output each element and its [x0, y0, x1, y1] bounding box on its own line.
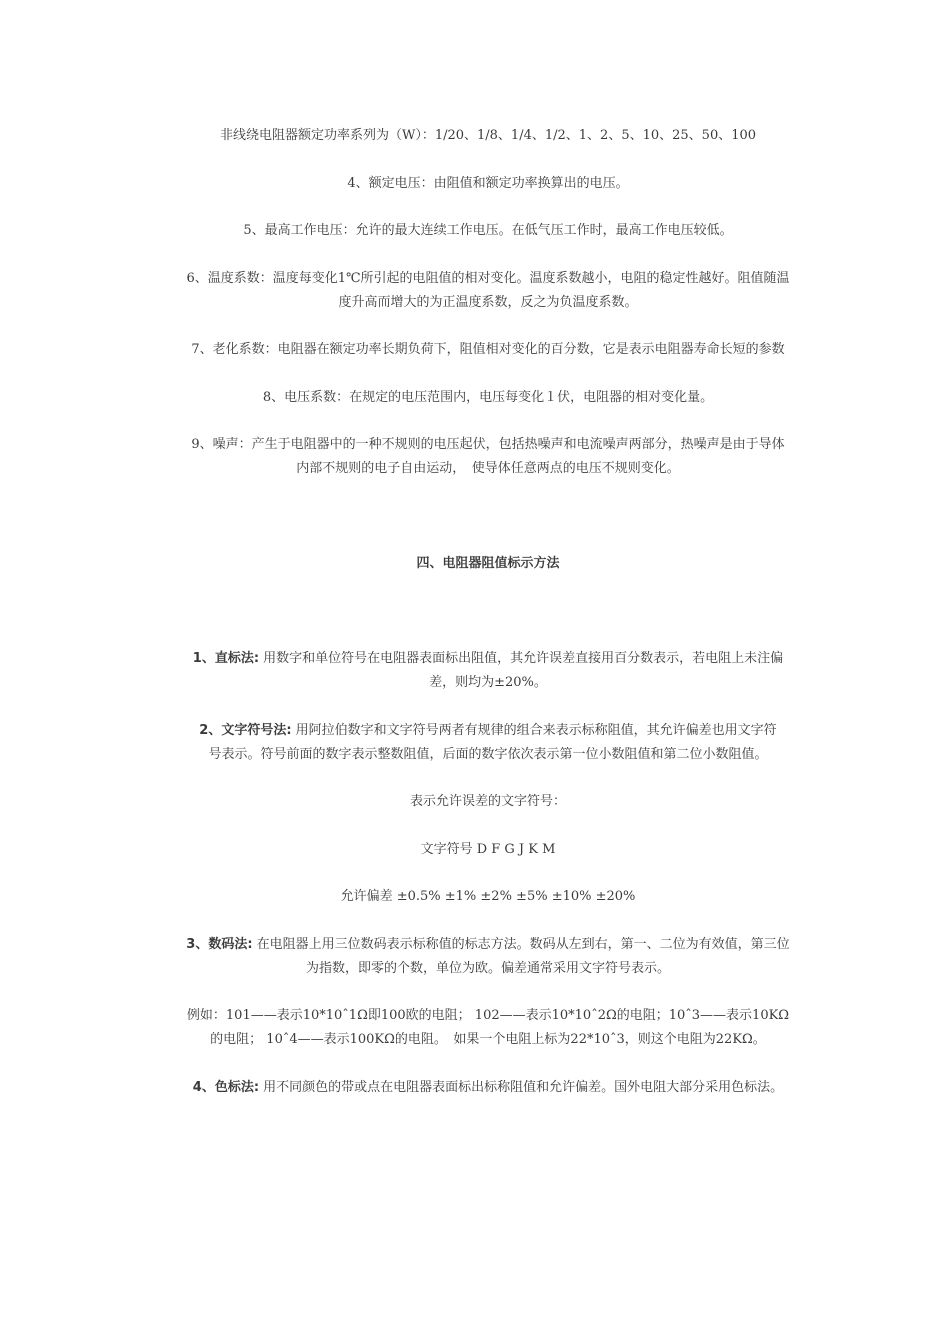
- max-voltage-line: 5、最高工作电压：允许的最大连续工作电压。在低气压工作时，最高工作电压较低。: [243, 223, 733, 238]
- symbol-method-line-1: [168, 719, 808, 743]
- direct-method-text: 用数字和单位符号在电阻器表面标出阻值，其允许误差直接用百分数表示，若电阻上未注偏: [259, 651, 784, 666]
- code-method-label: 3、数码法:: [186, 937, 253, 952]
- symbol-row-line: 文字符号 D F G J K M: [420, 842, 556, 857]
- symbol-method-text: 用阿拉伯数字和文字符号两者有规律的组合来表示标称阻值，其允许偏差也用文字符: [291, 723, 777, 738]
- noise-line-1: 9、噪声：产生于电阻器中的一种不规则的电压起伏，包括热噪声和电流噪声两部分，热噪声是由于导体: [191, 437, 785, 452]
- power-series-line: 非线绕电阻器额定功率系列为（W）：1/20、1/8、1/4、1/2、1、2、5、10、25、50、100: [219, 128, 757, 143]
- color-method-line: [168, 1076, 808, 1100]
- example-line-1: 例如：101——表示10*10ˆ1Ω即100欧的电阻； 102——表示10*10ˆ2Ω的电阻；10ˆ3——表示10KΩ: [186, 1008, 790, 1023]
- direct-method-line-1: [168, 647, 808, 671]
- rated-voltage-line: 4、额定电压：由阻值和额定功率换算出的电压。: [347, 176, 629, 191]
- color-method-text: 用不同颜色的带或点在电阻器表面标出标称阻值和允许偏差。国外电阻大部分采用色标法。: [259, 1080, 784, 1095]
- direct-method-label: 1、直标法:: [192, 651, 260, 666]
- example-line-2: 的电阻； 10ˆ4——表示100KΩ的电阻。 如果一个电阻上标为22*10ˆ3，则这个电阻为22KΩ。: [210, 1032, 766, 1047]
- code-method-text: 在电阻器上用三位数码表示标称值的标志方法。数码从左到右，第一、二位为有效值，第三位: [252, 937, 790, 952]
- temp-coef-line-2: 度升高而增大的为正温度系数，反之为负温度系数。: [338, 295, 638, 310]
- code-method-line-1: [168, 933, 808, 957]
- direct-method-line-2: 差，则均为±20%。: [429, 675, 547, 690]
- symbol-method-line-2: 号表示。符号前面的数字表示整数阻值，后面的数字依次表示第一位小数阻值和第二位小数阻值。: [208, 747, 768, 762]
- temp-coef-line-1: 6、温度系数：温度每变化1℃所引起的电阻值的相对变化。温度系数越小，电阻的稳定性越好。阻值随温: [186, 271, 790, 286]
- noise-line-2: 内部不规则的电子自由运动， 使导体任意两点的电压不规则变化。: [296, 461, 680, 476]
- tolerance-row-line: 允许偏差 ±0.5% ±1% ±2% ±5% ±10% ±20%: [340, 889, 636, 904]
- tolerance-intro-line: 表示允许误差的文字符号：: [409, 794, 566, 809]
- aging-coef-line: 7、老化系数：电阻器在额定功率长期负荷下，阻值相对变化的百分数，它是表示电阻器寿命长短的参数: [191, 342, 785, 357]
- code-method-line-2: 为指数，即零的个数，单位为欧。偏差通常采用文字符号表示。: [305, 961, 670, 976]
- voltage-coef-line: 8、电压系数：在规定的电压范围内，电压每变化１伏，电阻器的相对变化量。: [262, 390, 714, 405]
- symbol-method-label: 2、文字符号法:: [199, 723, 292, 738]
- section-title: 四、电阻器阻值标示方法: [416, 556, 560, 571]
- color-method-label: 4、色标法:: [192, 1080, 260, 1095]
